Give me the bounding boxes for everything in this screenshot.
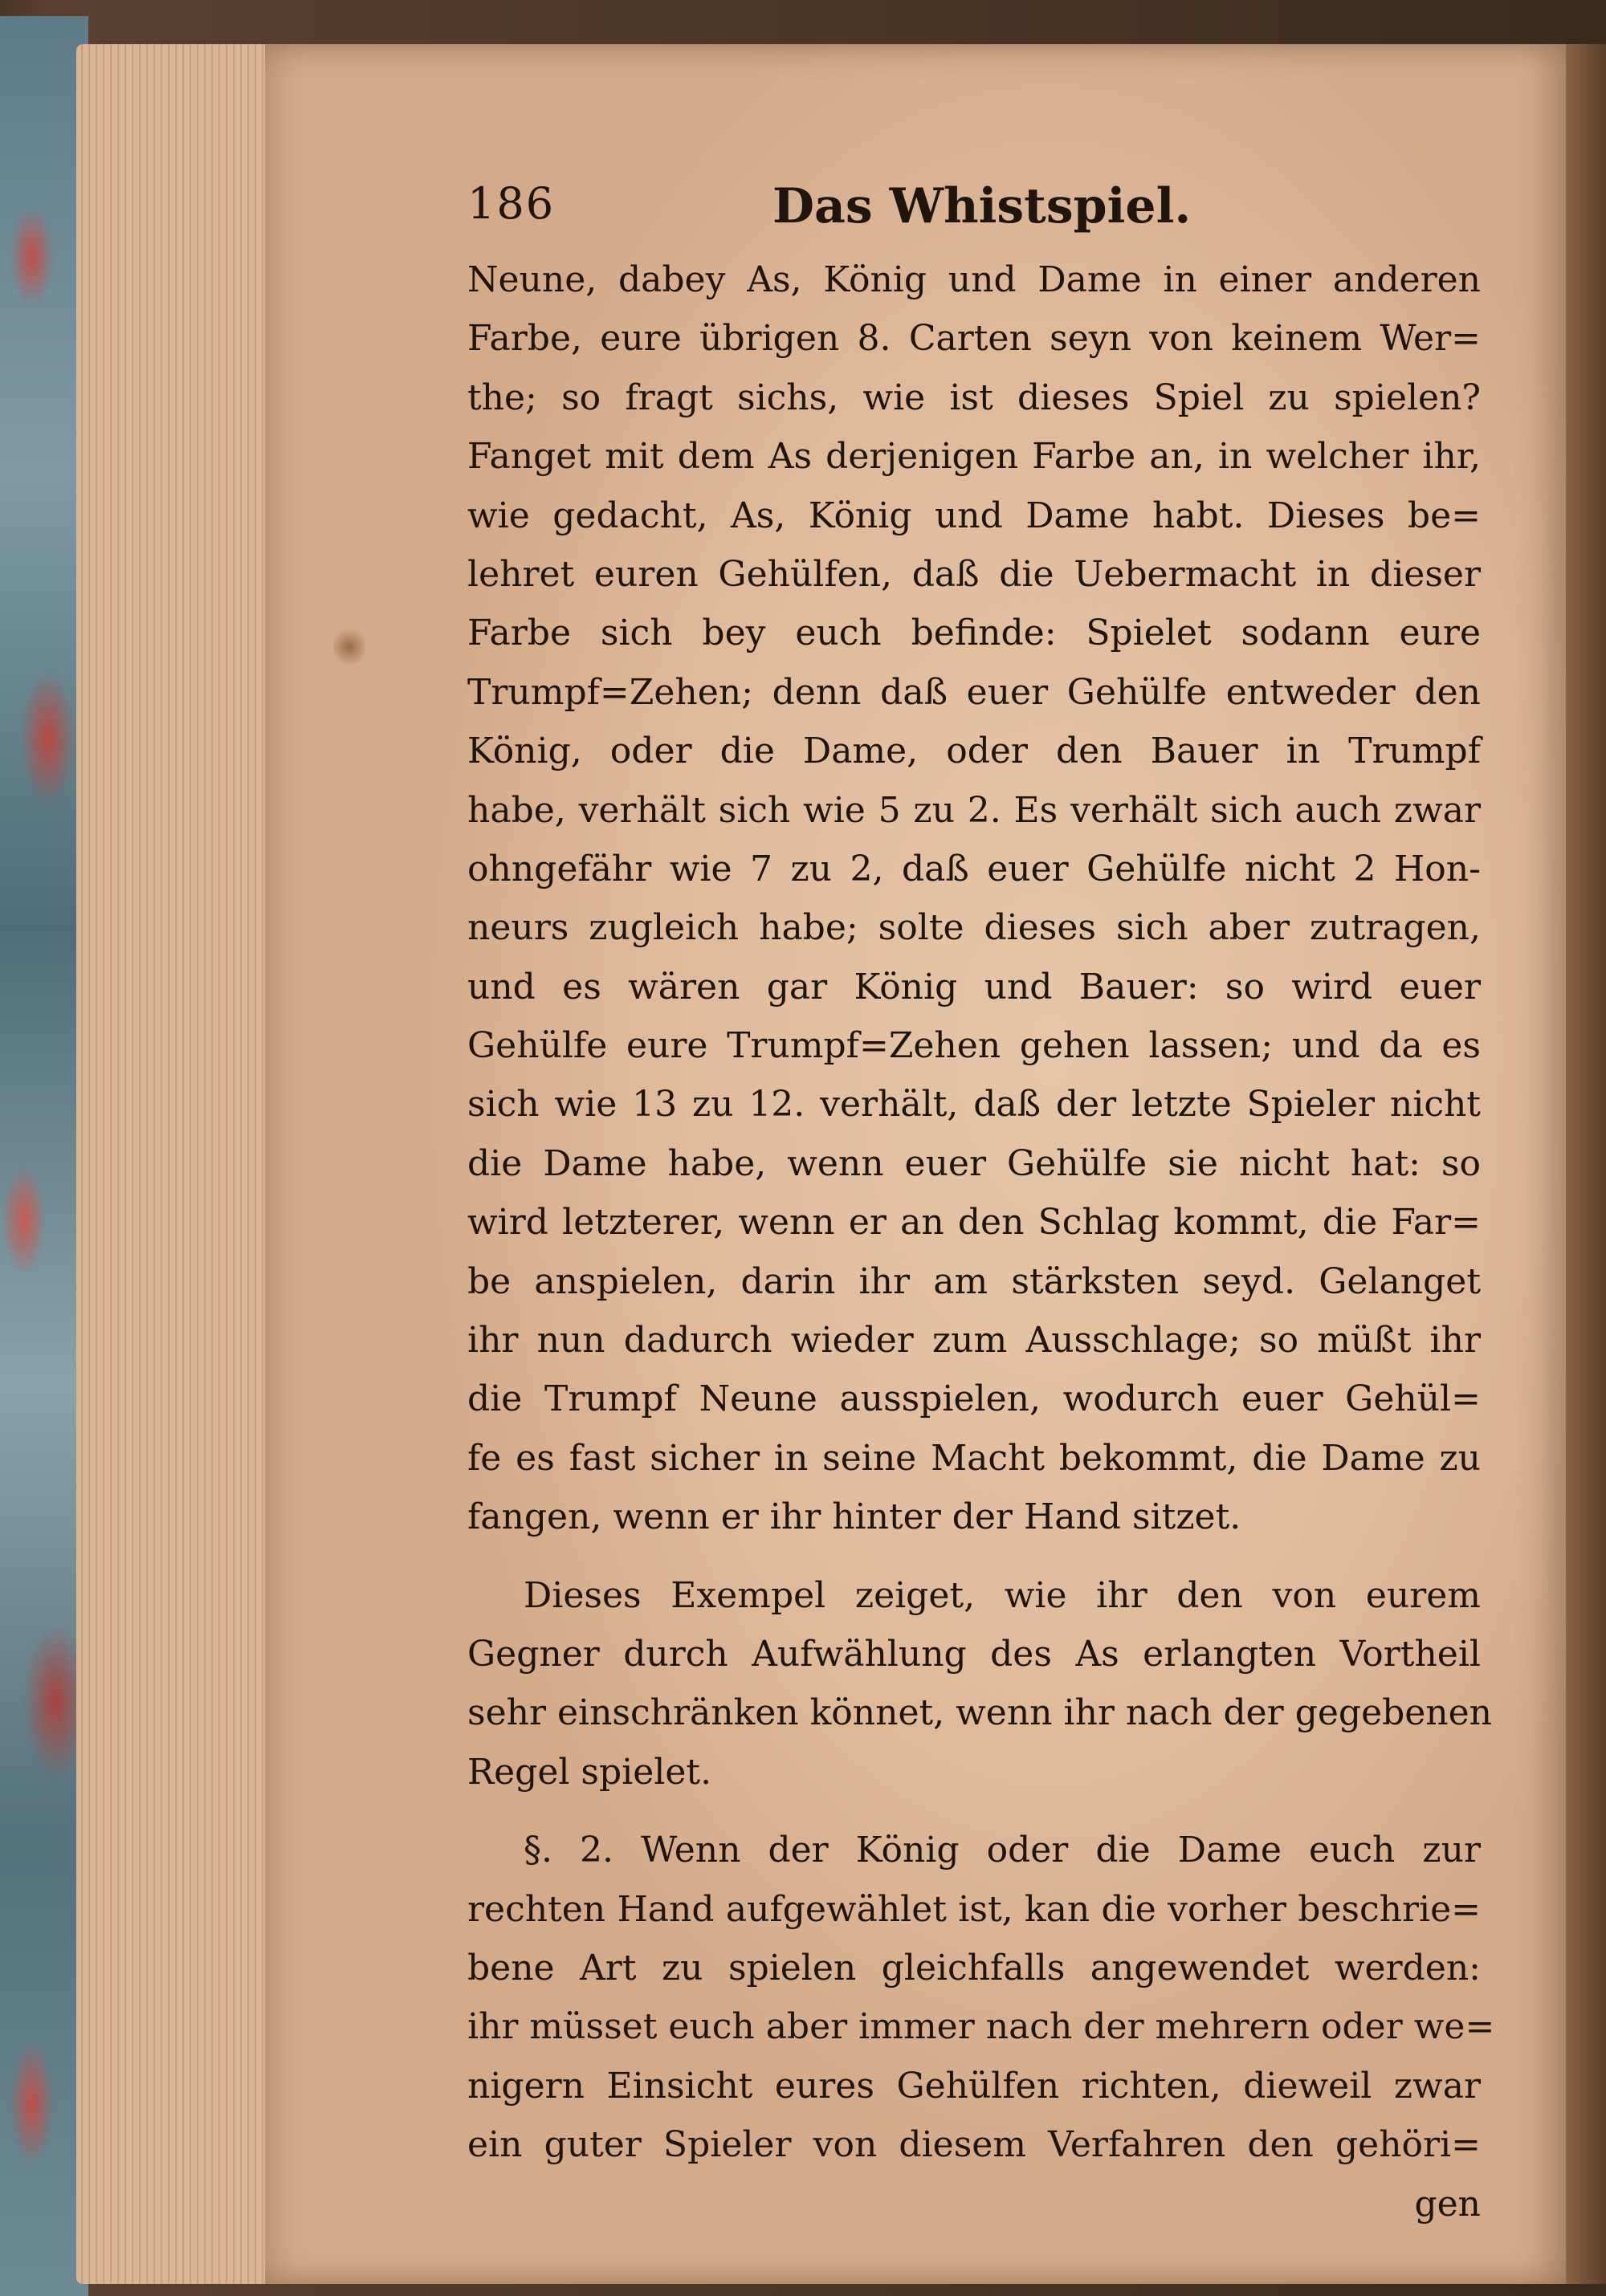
- text-line: die Dame habe, wenn euer Gehülfe sie nicht hat: so: [467, 1142, 1481, 1184]
- text-line: Neune, dabey As, König und Dame in einer anderen: [467, 259, 1481, 300]
- text-line: Dieses Exempel zeiget, wie ihr den von eurem: [524, 1574, 1481, 1616]
- text-line: Farbe sich bey euch befinde: Spielet sodann eure: [467, 613, 1481, 654]
- page-number: 186: [467, 178, 556, 229]
- text-line: wie gedacht, As, König und Dame habt. Dieses be=: [467, 495, 1481, 536]
- text-line: Regel spielet.: [467, 1751, 712, 1793]
- text-line: §. 2. Wenn der König oder die Dame euch zur: [524, 1830, 1481, 1871]
- text-line: ein guter Spieler von diesem Verfahren den gehöri=: [467, 2124, 1481, 2166]
- text-line: und es wären gar König und Bauer: so wird euer: [467, 966, 1481, 1008]
- text-line: die Trumpf Neune ausspielen, wodurch euer Gehül=: [467, 1378, 1481, 1420]
- text-line: nigern Einsicht eures Gehülfen richten, dieweil zwar: [467, 2065, 1481, 2107]
- body-text: [467, 250, 1495, 2233]
- text-line: be anspielen, darin ihr am stärksten seyd. Gelanget: [467, 1260, 1481, 1302]
- text-line: rechten Hand aufgewählet ist, kan die vorher beschrie=: [467, 1888, 1481, 1930]
- text-line: sehr einschränken könnet, wenn ihr nach der gegebenen: [467, 1692, 1493, 1734]
- text-line: König, oder die Dame, oder den Bauer in Trumpf: [467, 731, 1481, 772]
- text-line: Farbe, eure übrigen 8. Carten seyn von keinem Wer=: [467, 318, 1481, 360]
- text-line: fangen, wenn er ihr hinter der Hand sitzet.: [467, 1496, 1241, 1538]
- text-line: bene Art zu spielen gleichfalls angewendet werden:: [467, 1947, 1481, 1989]
- text-line: ihr nun dadurch wieder zum Ausschlage; so müßt ihr: [467, 1320, 1481, 1362]
- marbled-cover: [0, 16, 88, 2296]
- text-line: the; so fragt sichs, wie ist dieses Spiel zu spielen?: [467, 377, 1481, 418]
- page-header: [467, 178, 1471, 242]
- ink-stain: [333, 626, 365, 668]
- text-line: fe es fast sicher in seine Macht bekommt, die Dame zu: [467, 1437, 1481, 1479]
- text-line: ohngefähr wie 7 zu 2, daß euer Gehülfe nicht 2 Hon-: [467, 848, 1481, 889]
- text-line: lehret euren Gehülfen, daß die Uebermacht in dieser: [467, 553, 1481, 595]
- text-line: Trumpf=Zehen; denn daß euer Gehülfe entweder den: [467, 671, 1481, 713]
- text-line: Gehülfe eure Trumpf=Zehen gehen lassen; und da es: [467, 1025, 1481, 1067]
- text-line: ihr müsset euch aber immer nach der mehrern oder we=: [467, 2006, 1495, 2048]
- text-line: habe, verhält sich wie 5 zu 2. Es verhält sich auch zwar: [467, 789, 1481, 831]
- text-line: Gegner durch Aufwählung des As erlangten Vortheil: [467, 1633, 1481, 1675]
- text-line: Fanget mit dem As derjenigen Farbe an, in welcher ihr,: [467, 436, 1481, 478]
- catchword: gen: [1414, 2183, 1481, 2225]
- text-line: neurs zugleich habe; solte dieses sich aber zutragen,: [467, 907, 1481, 949]
- binding-gutter: [1566, 44, 1606, 2284]
- page-edges: [76, 44, 285, 2284]
- text-line: wird letzterer, wenn er an den Schlag kommt, die Far=: [467, 1202, 1481, 1244]
- text-line: sich wie 13 zu 12. verhält, daß der letzte Spieler nicht: [467, 1084, 1481, 1126]
- running-title: Das Whistspiel.: [772, 178, 1192, 234]
